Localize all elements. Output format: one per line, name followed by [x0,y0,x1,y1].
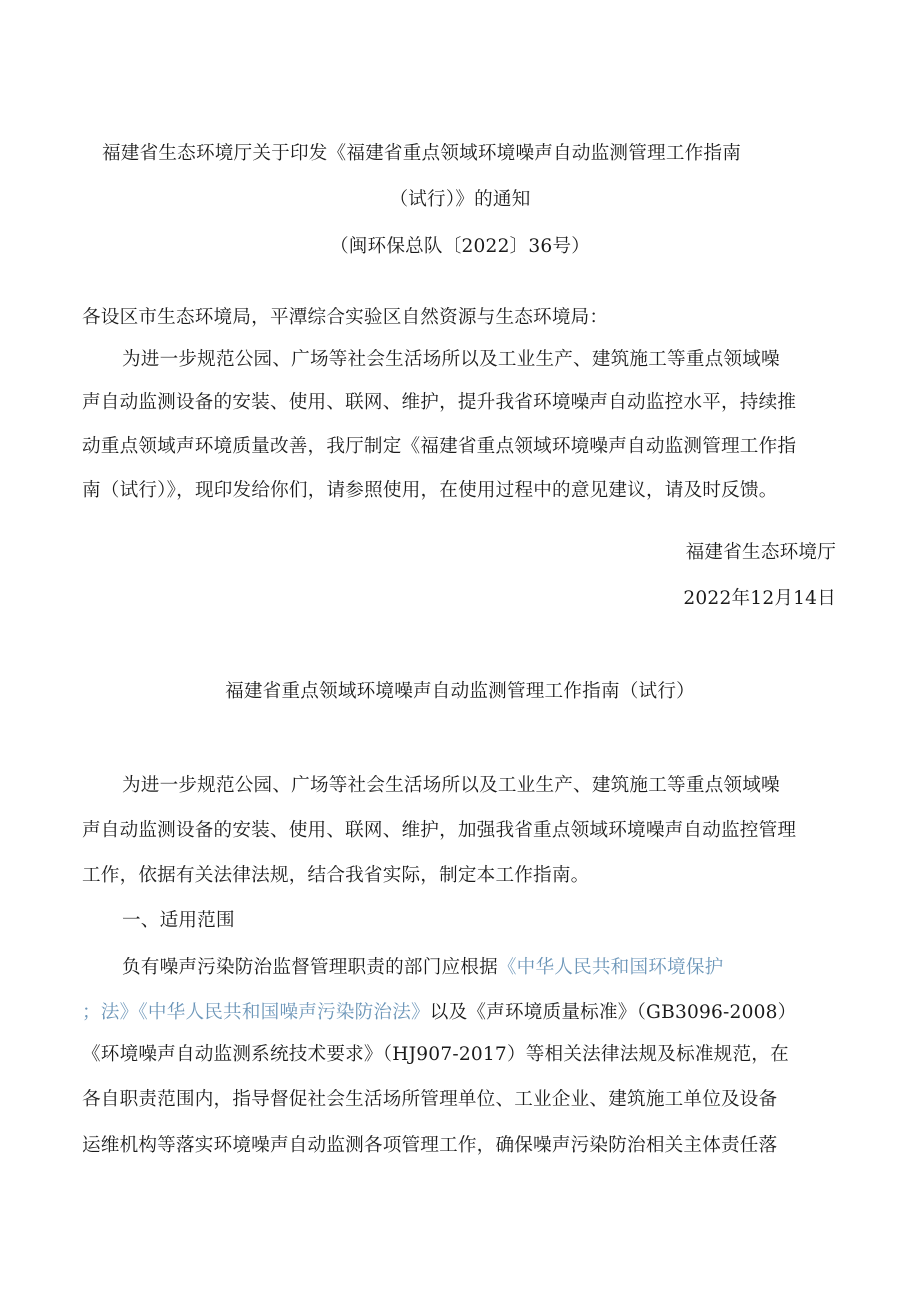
noise-prevention-law-link[interactable]: 《中华人民共和国噪声污染防治法》 [138,1002,430,1023]
notice-addressee: 各设区市生态环境局，平潭综合实验区自然资源与生态环境局： [82,307,609,328]
guide-intro-line: 声自动监测设备的安装、使用、联网、维护，加强我省重点领域环境噪声自动监控管理 [82,820,797,841]
section1-line: 《环境噪声自动监测系统技术要求》（HJ907-2017）等相关法律法规及标准规范，在 [82,1044,789,1065]
notice-body-line: 声自动监测设备的安装、使用、联网、维护，提升我省环境噪声自动监控水平，持续推 [82,392,797,413]
notice-body-line: 为进一步规范公园、广场等社会生活场所以及工业生产、建筑施工等重点领域噪 [122,349,780,370]
section1-line: 运维机构等落实环境噪声自动监测各项管理工作，确保噪声污染防治相关主体责任落 [82,1135,778,1156]
section1-line: 各自职责范围内，指导督促社会生活场所管理单位、工业企业、建筑施工单位及设备 [82,1089,778,1110]
notice-signature: 福建省生态环境厅 [685,542,836,563]
env-protection-law-link-continued[interactable]: ；法》 [82,1002,139,1023]
notice-title-line2: （试行）》的通知 [389,189,531,210]
section1-line2-text: 以及《声环境质量标准》（GB3096-2008） [429,1002,797,1023]
section1-line1-text: 负有噪声污染防治监督管理职责的部门应根据 [122,957,498,978]
notice-title-line1: 福建省生态环境厅关于印发《福建省重点领域环境噪声自动监测管理工作指南 [102,143,741,164]
guide-intro-line: 工作，依据有关法律法规，结合我省实际，制定本工作指南。 [82,865,590,886]
guide-title: 福建省重点领域环境噪声自动监测管理工作指南（试行） [225,681,695,702]
notice-doc-number: （闽环保总队〔2022〕36号） [329,236,591,257]
notice-body-line: 动重点领域声环境质量改善，我厅制定《福建省重点领域环境噪声自动监测管理工作指 [82,436,797,457]
section1-line1 [122,955,723,981]
notice-body-line: 南（试行）》，现印发给你们，请参照使用，在使用过程中的意见建议，请及时反馈。 [82,480,778,501]
section1-heading: 一、适用范围 [122,910,235,931]
notice-date: 2022年12月14日 [683,588,836,609]
env-protection-law-link[interactable]: 《中华人民共和国环境保护 [497,957,724,978]
section1-line2 [82,1000,796,1026]
guide-intro-line: 为进一步规范公园、广场等社会生活场所以及工业生产、建筑施工等重点领域噪 [122,775,780,796]
